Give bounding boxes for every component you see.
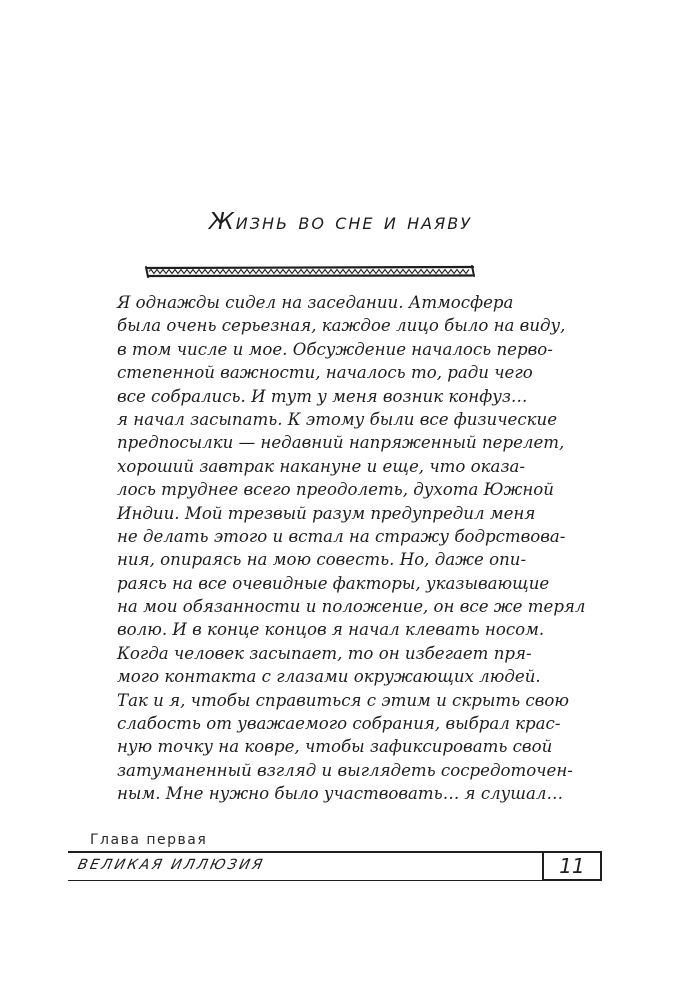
text-line: ную точку на ковре, чтобы зафиксировать свой	[117, 737, 553, 757]
text-line: хороший завтрак накануне и еще, что оказа-	[117, 456, 525, 476]
page-number-box	[542, 851, 602, 881]
text-line: степенной важности, началось то, ради чего	[117, 363, 533, 383]
text-line: Я однажды сидел на заседании. Атмосфера	[117, 293, 514, 312]
text-line: затуманенный взгляд и выглядеть сосредоточен-	[117, 760, 573, 780]
text-line: ния, опираясь на мою совесть. Но, даже опи-	[117, 550, 527, 570]
text-line: лось труднее всего преодолеть, духота Южной	[117, 480, 554, 500]
text-line: предпосылки — недавний напряженный перелет,	[117, 433, 565, 453]
footer-chapter-label: Глава первая	[90, 832, 208, 848]
text-line: ным. Мне нужно было участвовать… я слушал…	[117, 784, 564, 804]
text-line: в том числе и мое. Обсуждение началось перво-	[117, 339, 553, 359]
text-line: слабость от уважаемого собрания, выбрал крас-	[117, 714, 561, 734]
page-number: 11	[559, 854, 585, 878]
chapter-title: Жизнь во сне и наяву	[209, 209, 472, 235]
decorative-divider	[145, 264, 475, 280]
text-line: волю. И в конце концов я начал клевать носом.	[117, 620, 545, 640]
text-line: все собрались. И тут у меня возник конфуз…	[117, 386, 528, 406]
text-line: Так и я, чтобы справиться с этим и скрыть свою	[117, 690, 569, 710]
text-line: мого контакта с глазами окружающих людей.	[117, 667, 541, 687]
text-line: я начал засыпать. К этому были все физические	[117, 409, 558, 429]
text-line: не делать этого и встал на стражу бодрствова-	[117, 526, 566, 546]
footer-bottom-rule	[68, 880, 542, 881]
text-line: Когда человек засыпает, то он избегает пря-	[117, 643, 532, 663]
text-line: была очень серьезная, каждое лицо было на виду,	[117, 316, 566, 336]
footer-top-rule	[68, 851, 542, 853]
text-line: на мои обязанности и положение, он все же терял	[117, 597, 586, 617]
body-paragraph	[117, 291, 586, 806]
footer-book-title: ВЕЛИКАЯ ИЛЛЮЗИЯ	[76, 857, 267, 873]
text-line: раясь на все очевидные факторы, указывающие	[117, 573, 550, 593]
text-line: Индии. Мой трезвый разум предупредил меня	[117, 503, 536, 523]
